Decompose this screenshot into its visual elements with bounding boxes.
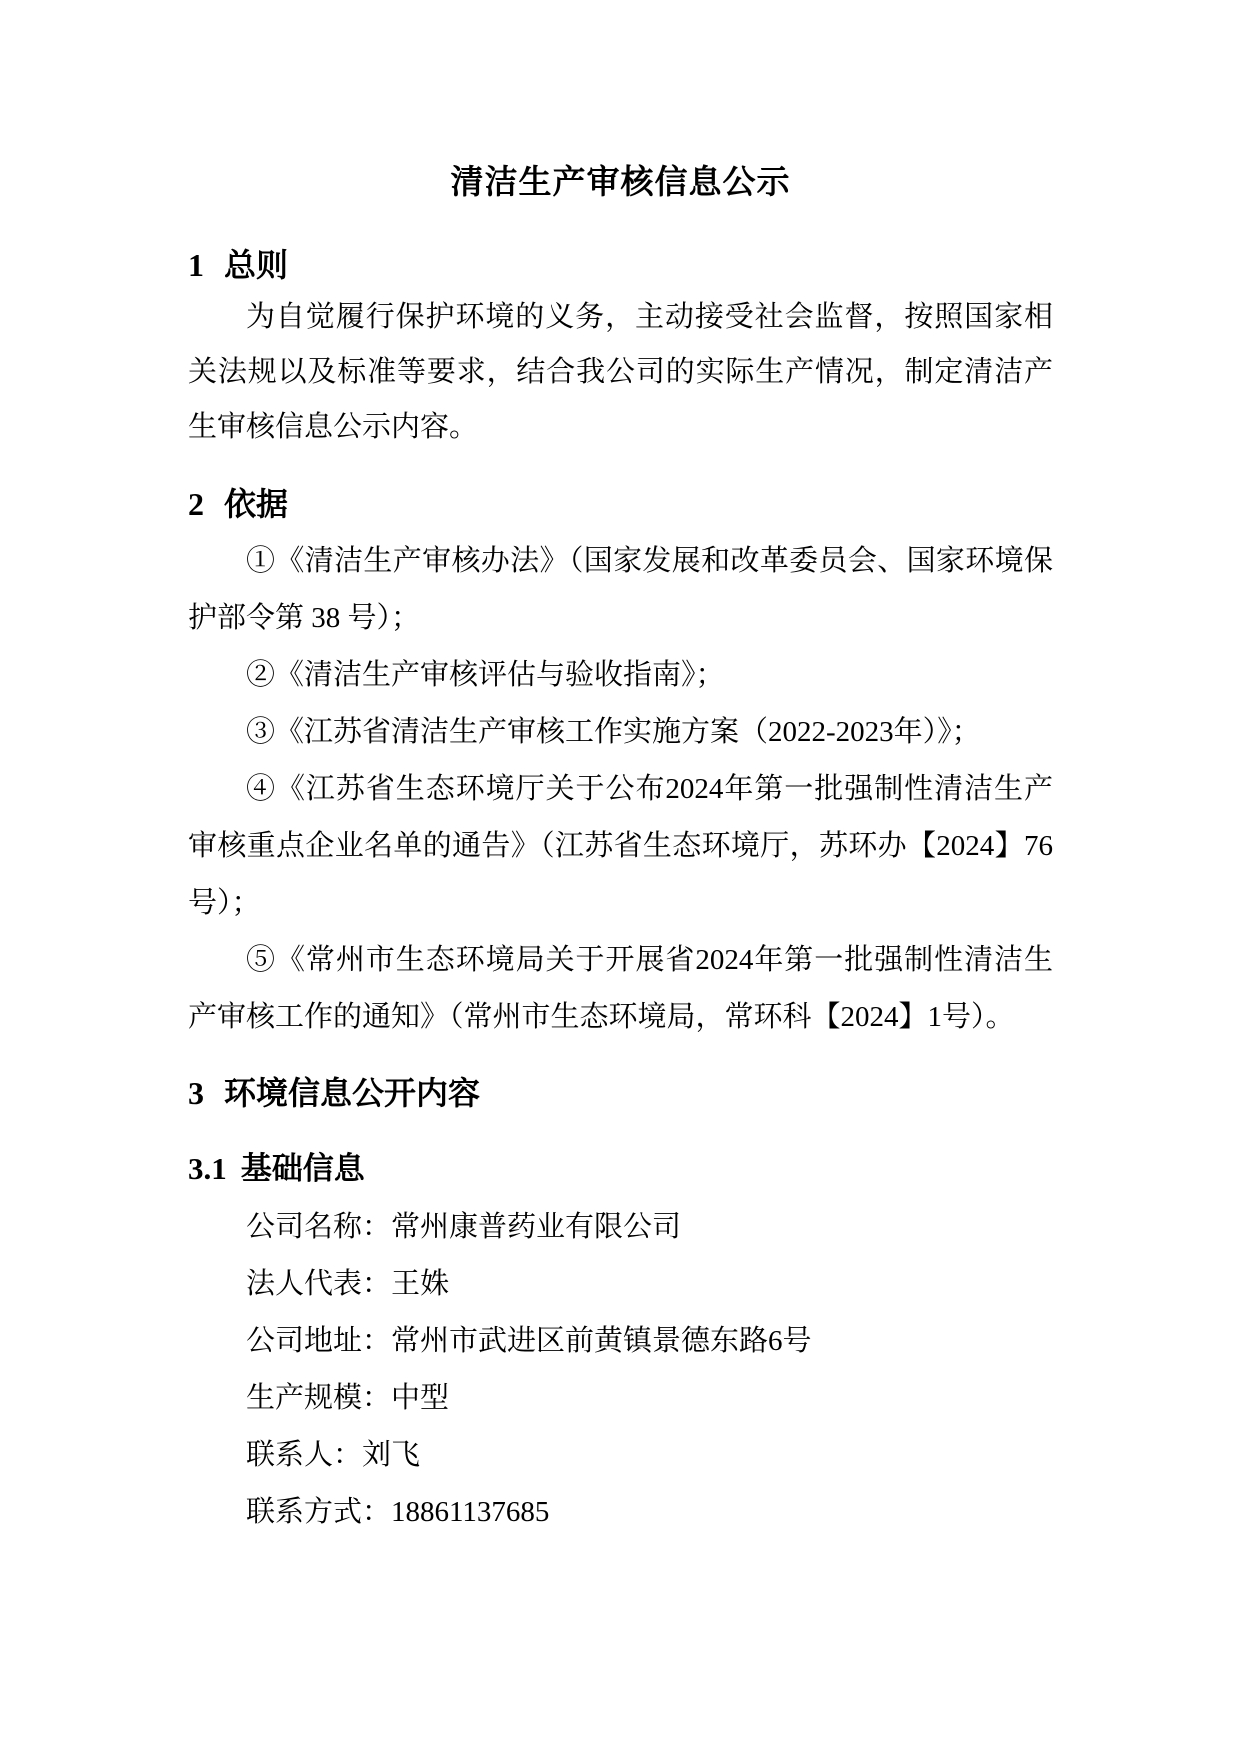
body-paragraph: 为自觉履行保护环境的义务，主动接受社会监督，按照国家相关法规以及标准等要求，结合我公司的实际生产情况，制定清洁产生审核信息公示内容。 — [188, 301, 1053, 443]
reference-item-4: ④《江苏省生态环境厅关于公布2024年第一批强制性清洁生产审核重点企业名单的通告》（江苏省生态环境厅，苏环办【2024】76号）； — [188, 773, 1053, 919]
reference-item-3: ③《江苏省清洁生产审核工作实施方案（2022-2023年）》； — [246, 716, 981, 748]
info-line-legal-representative: 法人代表：王姝 — [246, 1268, 450, 1300]
section-number: 2 — [188, 486, 204, 522]
info-line-company-address: 公司地址：常州市武进区前黄镇景德东路6号 — [246, 1325, 812, 1357]
info-line-production-scale: 生产规模：中型 — [246, 1382, 450, 1414]
info-line-company-name: 公司名称：常州康普药业有限公司 — [246, 1211, 682, 1243]
subsection-heading-3-1 — [188, 1147, 1053, 1191]
section-heading-text: 总则 — [224, 247, 289, 283]
reference-item-5: ⑤《常州市生态环境局关于开展省2024年第一批强制性清洁生产审核工作的通知》（常州市生态环境局，常环科【2024】1号）。 — [188, 944, 1053, 1033]
info-line-contact-person: 联系人：刘飞 — [246, 1439, 421, 1471]
section-heading-1 — [188, 242, 1053, 288]
reference-list — [188, 533, 1053, 1046]
subsection-heading-text: 基础信息 — [240, 1151, 365, 1186]
section-number: 1 — [188, 247, 204, 283]
section-heading-text: 环境信息公开内容 — [224, 1075, 481, 1111]
subsection-number: 3.1 — [188, 1151, 227, 1186]
basic-info-list — [188, 1199, 1053, 1541]
info-line-contact-phone: 联系方式：18861137685 — [246, 1496, 550, 1528]
doc-title: 清洁生产审核信息公示 — [450, 165, 791, 201]
section-heading-3 — [188, 1070, 1053, 1116]
reference-item-2: ②《清洁生产审核评估与验收指南》； — [246, 659, 725, 691]
section-heading-2 — [188, 481, 1053, 527]
reference-item-1: ①《清洁生产审核办法》（国家发展和改革委员会、国家环境保护部令第 38 号）； — [188, 545, 1053, 634]
section-number: 3 — [188, 1075, 204, 1111]
section-heading-text: 依据 — [224, 486, 289, 522]
